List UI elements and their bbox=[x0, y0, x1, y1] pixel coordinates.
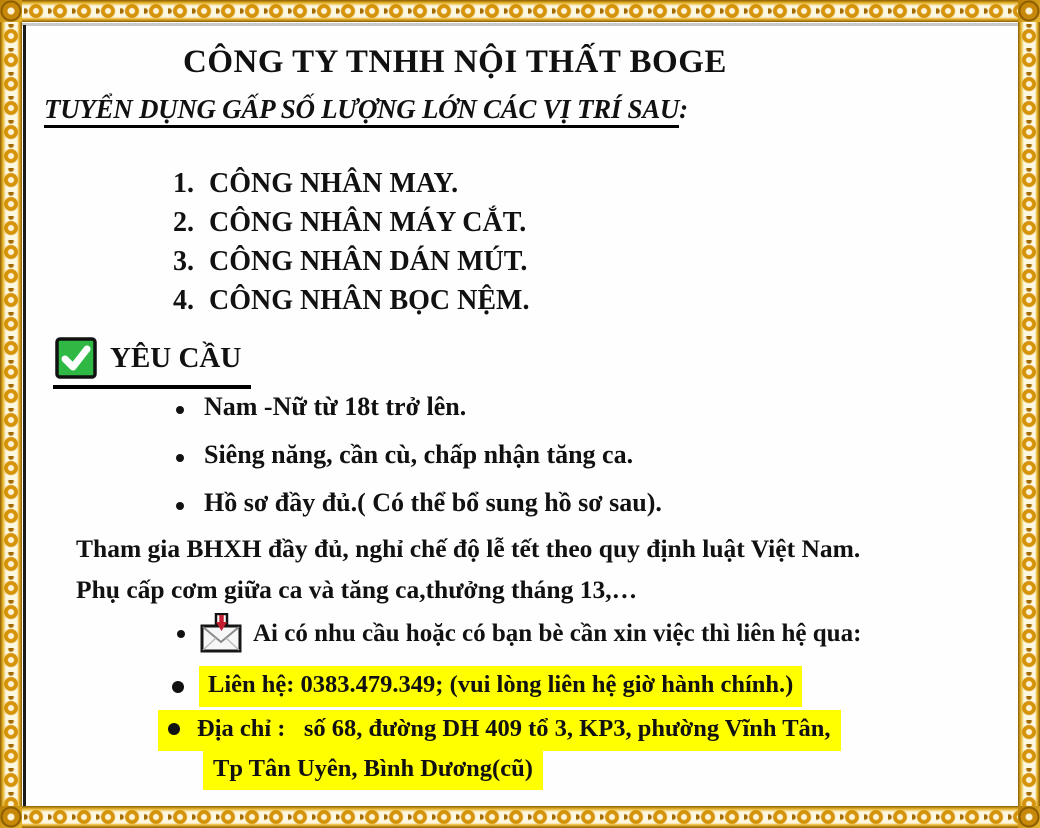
requirements-heading-label: YÊU CẦU bbox=[110, 341, 242, 374]
bullet-dot bbox=[172, 681, 184, 693]
phone-row bbox=[172, 666, 802, 707]
benefits-line-2: Phụ cấp cơm giữa ca và tăng ca,thưởng tháng 13,… bbox=[76, 575, 638, 604]
recruitment-subtitle bbox=[44, 94, 688, 125]
scan-edge-line-left bbox=[23, 25, 26, 807]
address-row-2 bbox=[203, 755, 543, 783]
bullet-dot bbox=[168, 723, 180, 735]
position-number: 3. bbox=[173, 246, 194, 277]
requirement-text: Siêng năng, cần cù, chấp nhận tăng ca. bbox=[204, 440, 634, 469]
requirement-item bbox=[176, 392, 662, 440]
green-checkbox-icon bbox=[55, 337, 97, 379]
decorative-border-right bbox=[1018, 0, 1040, 828]
decorative-border-top bbox=[0, 0, 1040, 22]
position-item bbox=[173, 207, 529, 246]
position-number: 2. bbox=[173, 207, 194, 238]
requirement-text: Hồ sơ đầy đủ.( Có thể bổ sung hồ sơ sau). bbox=[204, 488, 662, 517]
benefits-line-1: Tham gia BHXH đầy đủ, nghỉ chế độ lễ tết theo quy định luật Việt Nam. bbox=[76, 534, 861, 563]
border-corner-top-left bbox=[0, 0, 22, 22]
address-highlight-1 bbox=[158, 710, 841, 751]
position-item bbox=[173, 246, 529, 285]
contact-intro-row bbox=[177, 613, 861, 655]
bullet-dot bbox=[177, 630, 185, 638]
contact-intro-text: Ai có nhu cầu hoặc có bạn bè cần xin việc thì liên hệ qua: bbox=[253, 620, 862, 647]
position-item bbox=[173, 285, 529, 324]
address-line-1: Địa chỉ : số 68, đường DH 409 tổ 3, KP3, phường Vĩnh Tân, bbox=[197, 715, 831, 742]
bullet-dot bbox=[176, 454, 184, 462]
address-highlight-2: Tp Tân Uyên, Bình Dương(cũ) bbox=[203, 750, 543, 790]
position-number: 1. bbox=[173, 168, 194, 199]
company-title: CÔNG TY TNHH NỘI THẤT BOGE bbox=[183, 44, 727, 80]
position-label: CÔNG NHÂN BỌC NỆM. bbox=[209, 285, 530, 316]
requirement-text: Nam -Nữ từ 18t trở lên. bbox=[204, 392, 467, 421]
recruitment-subtitle-colon: : bbox=[679, 94, 688, 124]
decorative-border-bottom bbox=[0, 806, 1040, 828]
decorative-border-left bbox=[0, 0, 22, 828]
bullet-dot bbox=[176, 502, 184, 510]
scan-edge-line-top bbox=[22, 23, 1018, 26]
position-label: CÔNG NHÂN MÁY CẮT. bbox=[209, 207, 527, 238]
requirements-list bbox=[176, 392, 662, 536]
benefits-paragraph bbox=[76, 528, 1006, 610]
bullet-dot bbox=[176, 406, 184, 414]
recruitment-subtitle-text: TUYỂN DỤNG GẤP SỐ LƯỢNG LỚN CÁC VỊ TRÍ SAU bbox=[44, 94, 679, 128]
positions-list bbox=[173, 168, 529, 324]
requirements-heading bbox=[53, 337, 251, 389]
position-number: 4. bbox=[173, 285, 194, 316]
border-corner-bottom-right bbox=[1018, 806, 1040, 828]
position-label: CÔNG NHÂN DÁN MÚT. bbox=[209, 246, 528, 277]
border-corner-bottom-left bbox=[0, 806, 22, 828]
position-label: CÔNG NHÂN MAY. bbox=[209, 168, 459, 199]
phone-highlight: Liên hệ: 0383.479.349; (vui lòng liên hệ giờ hành chính.) bbox=[199, 666, 802, 707]
position-item bbox=[173, 168, 529, 207]
border-corner-top-right bbox=[1018, 0, 1040, 22]
address-row-1 bbox=[158, 710, 841, 751]
requirement-item bbox=[176, 440, 662, 488]
envelope-arrow-icon bbox=[199, 613, 243, 655]
